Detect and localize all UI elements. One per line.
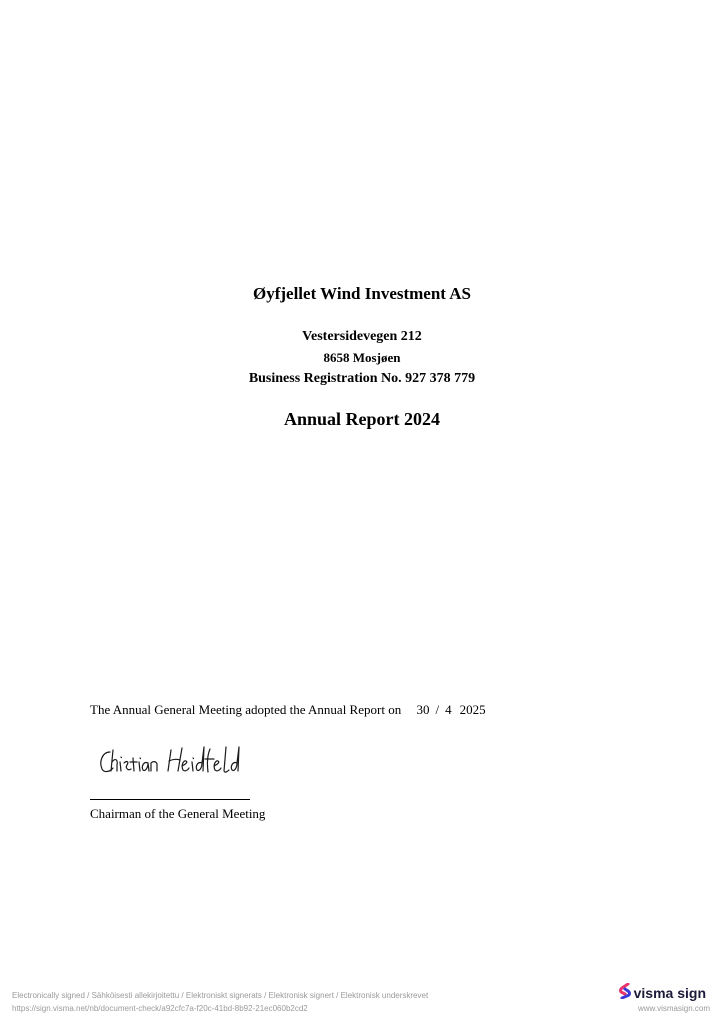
agm-statement: The Annual General Meeting adopted the Annual Report on xyxy=(90,702,402,717)
visma-sign-logo xyxy=(619,983,706,1002)
business-registration: Business Registration No. 927 378 779 xyxy=(248,371,476,386)
signatory-role: Chairman of the General Meeting xyxy=(90,806,266,821)
handwritten-signature xyxy=(96,744,246,783)
approval-month: 4 xyxy=(445,702,452,717)
agm-approval-line xyxy=(90,702,486,718)
electronic-signature-notice: Electronically signed / Sähköisesti allekirjoitettu / Elektroniskt signerats / Elektronisk signert / Elektronisk underskrevet xyxy=(12,991,429,1000)
approval-day: 30 xyxy=(416,702,430,717)
company-address: Vestersidevegen 212 xyxy=(302,329,422,344)
brand-url[interactable]: www.vismasign.com xyxy=(637,1004,710,1013)
visma-s-logo-icon xyxy=(619,983,631,1002)
document-check-link[interactable]: https://sign.visma.net/nb/document-check/a92cfc7a-f20c-41bd-8b92-21ec060b2cd2 xyxy=(12,1004,308,1013)
report-title: Annual Report 2024 xyxy=(283,409,440,429)
company-city: 8658 Mosjøen xyxy=(323,350,401,365)
approval-date xyxy=(416,702,485,717)
brand-name: visma sign xyxy=(633,984,706,1001)
company-name: Øyfjellet Wind Investment AS xyxy=(252,284,472,303)
signature-line xyxy=(90,799,250,800)
approval-year: 2025 xyxy=(459,702,486,717)
date-separator: / xyxy=(435,702,440,717)
